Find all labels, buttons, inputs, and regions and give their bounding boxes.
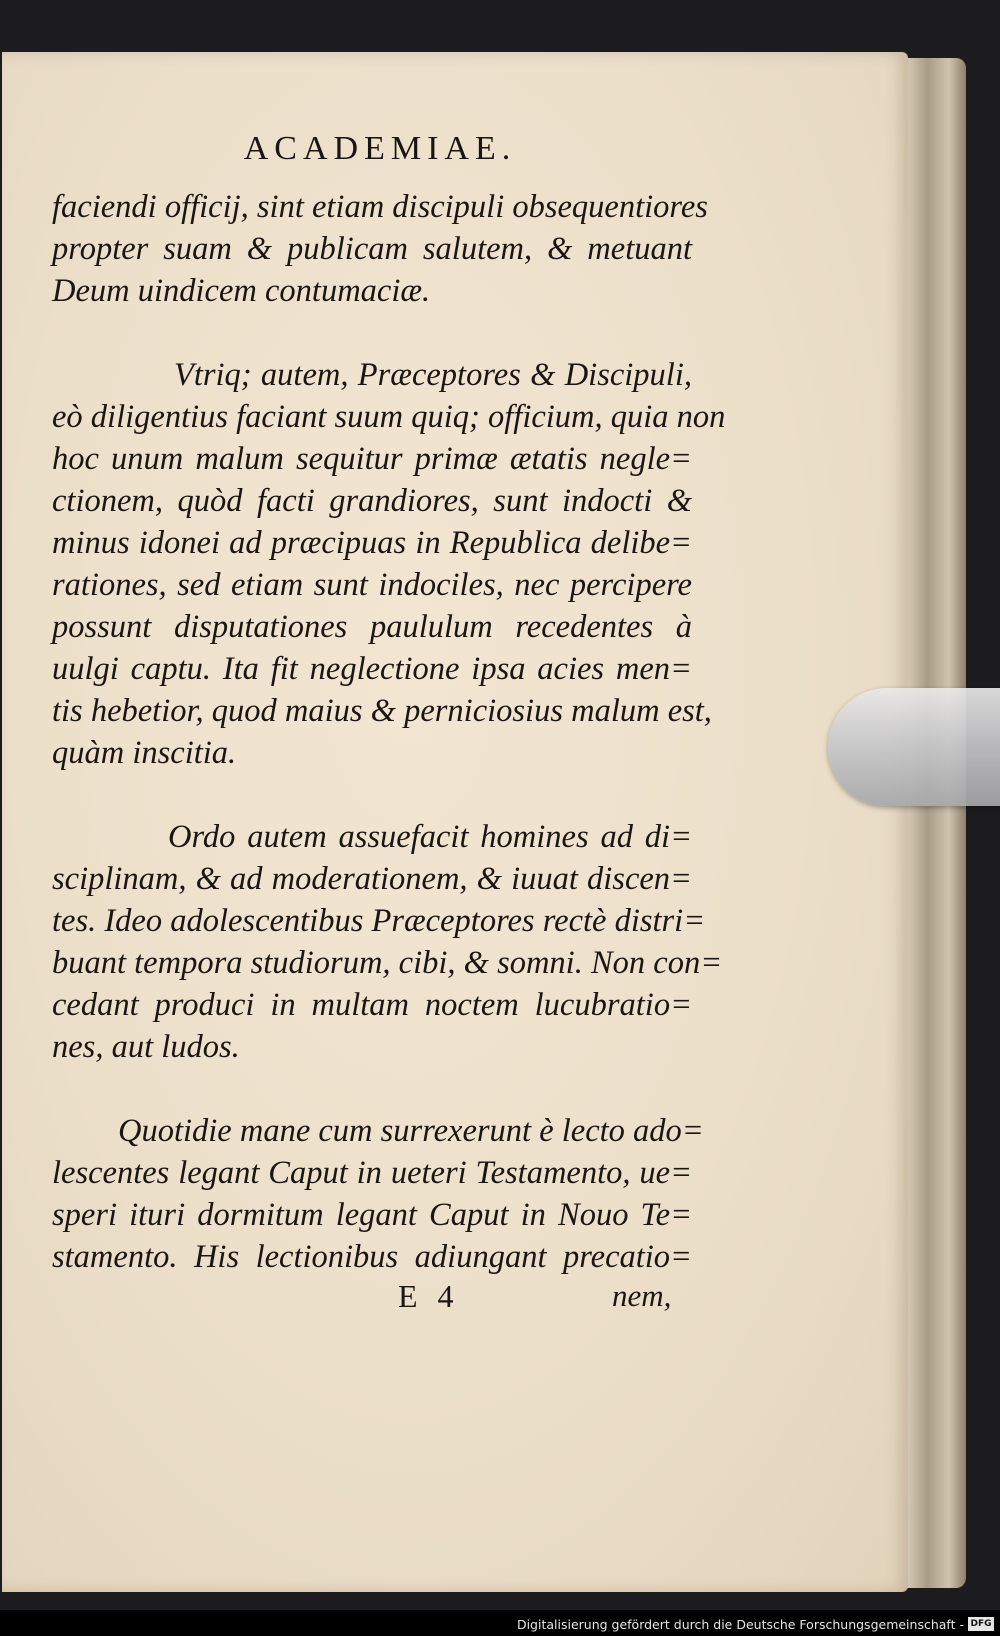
text-line: sciplinam, & ad moderationem, & iuuat discen= (52, 861, 692, 897)
text-line: quàm inscitia. (52, 735, 237, 771)
text-line: rationes, sed etiam sunt indociles, nec percipere (52, 567, 692, 603)
text-line: eò diligentius faciant suum quiq; officium, quia non (52, 399, 726, 435)
text-line: tes. Ideo adolescentibus Præceptores rectè distri= (52, 903, 706, 939)
signature-mark: E 4 (398, 1278, 460, 1314)
digitization-footer (0, 1610, 1000, 1636)
text-line: uulgi captu. Ita fit neglectione ipsa acies men= (52, 651, 692, 687)
text-line: ctionem, quòd facti grandiores, sunt indocti & (52, 483, 692, 519)
text-line: minus idonei ad præcipuas in Republica delibe= (52, 525, 692, 561)
text-line: stamento. His lectionibus adiungant precatio= (52, 1239, 692, 1275)
dfg-credit: Digitalisierung gefördert durch die Deutsche Forschungsgemeinschaft - (516, 1617, 964, 1632)
text-line: tis hebetior, quod maius & perniciosius malum est, (52, 693, 712, 729)
running-head: ACADEMIAE. (243, 130, 517, 167)
text-line: Ordo autem assuefacit homines ad di= (168, 819, 692, 855)
text-line: nes, aut ludos. (52, 1029, 240, 1065)
text-line: Quotidie mane cum surrexerunt è lecto ado= (118, 1113, 704, 1149)
catchword: nem, (612, 1278, 672, 1313)
text-line: hoc unum malum sequitur primæ ætatis negle= (52, 441, 692, 477)
text-line: propter suam & publicam salutem, & metuant (52, 231, 692, 267)
text-line: possunt disputationes paululum recedentes à (52, 609, 692, 645)
page-marker-tab (828, 688, 1000, 806)
text-line: Vtriq; autem, Præceptores & Discipuli, (174, 357, 692, 393)
text-line: lescentes legant Caput in ueteri Testamento, ue= (52, 1155, 692, 1191)
body-text (52, 186, 726, 1278)
text-line: Deum uindicem contumaciæ. (52, 273, 431, 309)
text-line: buant tempora studiorum, cibi, & somni. Non con= (52, 945, 723, 981)
dfg-logo-icon: DFG (968, 1617, 994, 1631)
text-line: speri ituri dormitum legant Caput in Nouo Te= (52, 1197, 692, 1233)
text-line: cedant produci in multam noctem lucubratio= (52, 987, 692, 1023)
text-line: faciendi officij, sint etiam discipuli obsequentiores (52, 189, 708, 225)
